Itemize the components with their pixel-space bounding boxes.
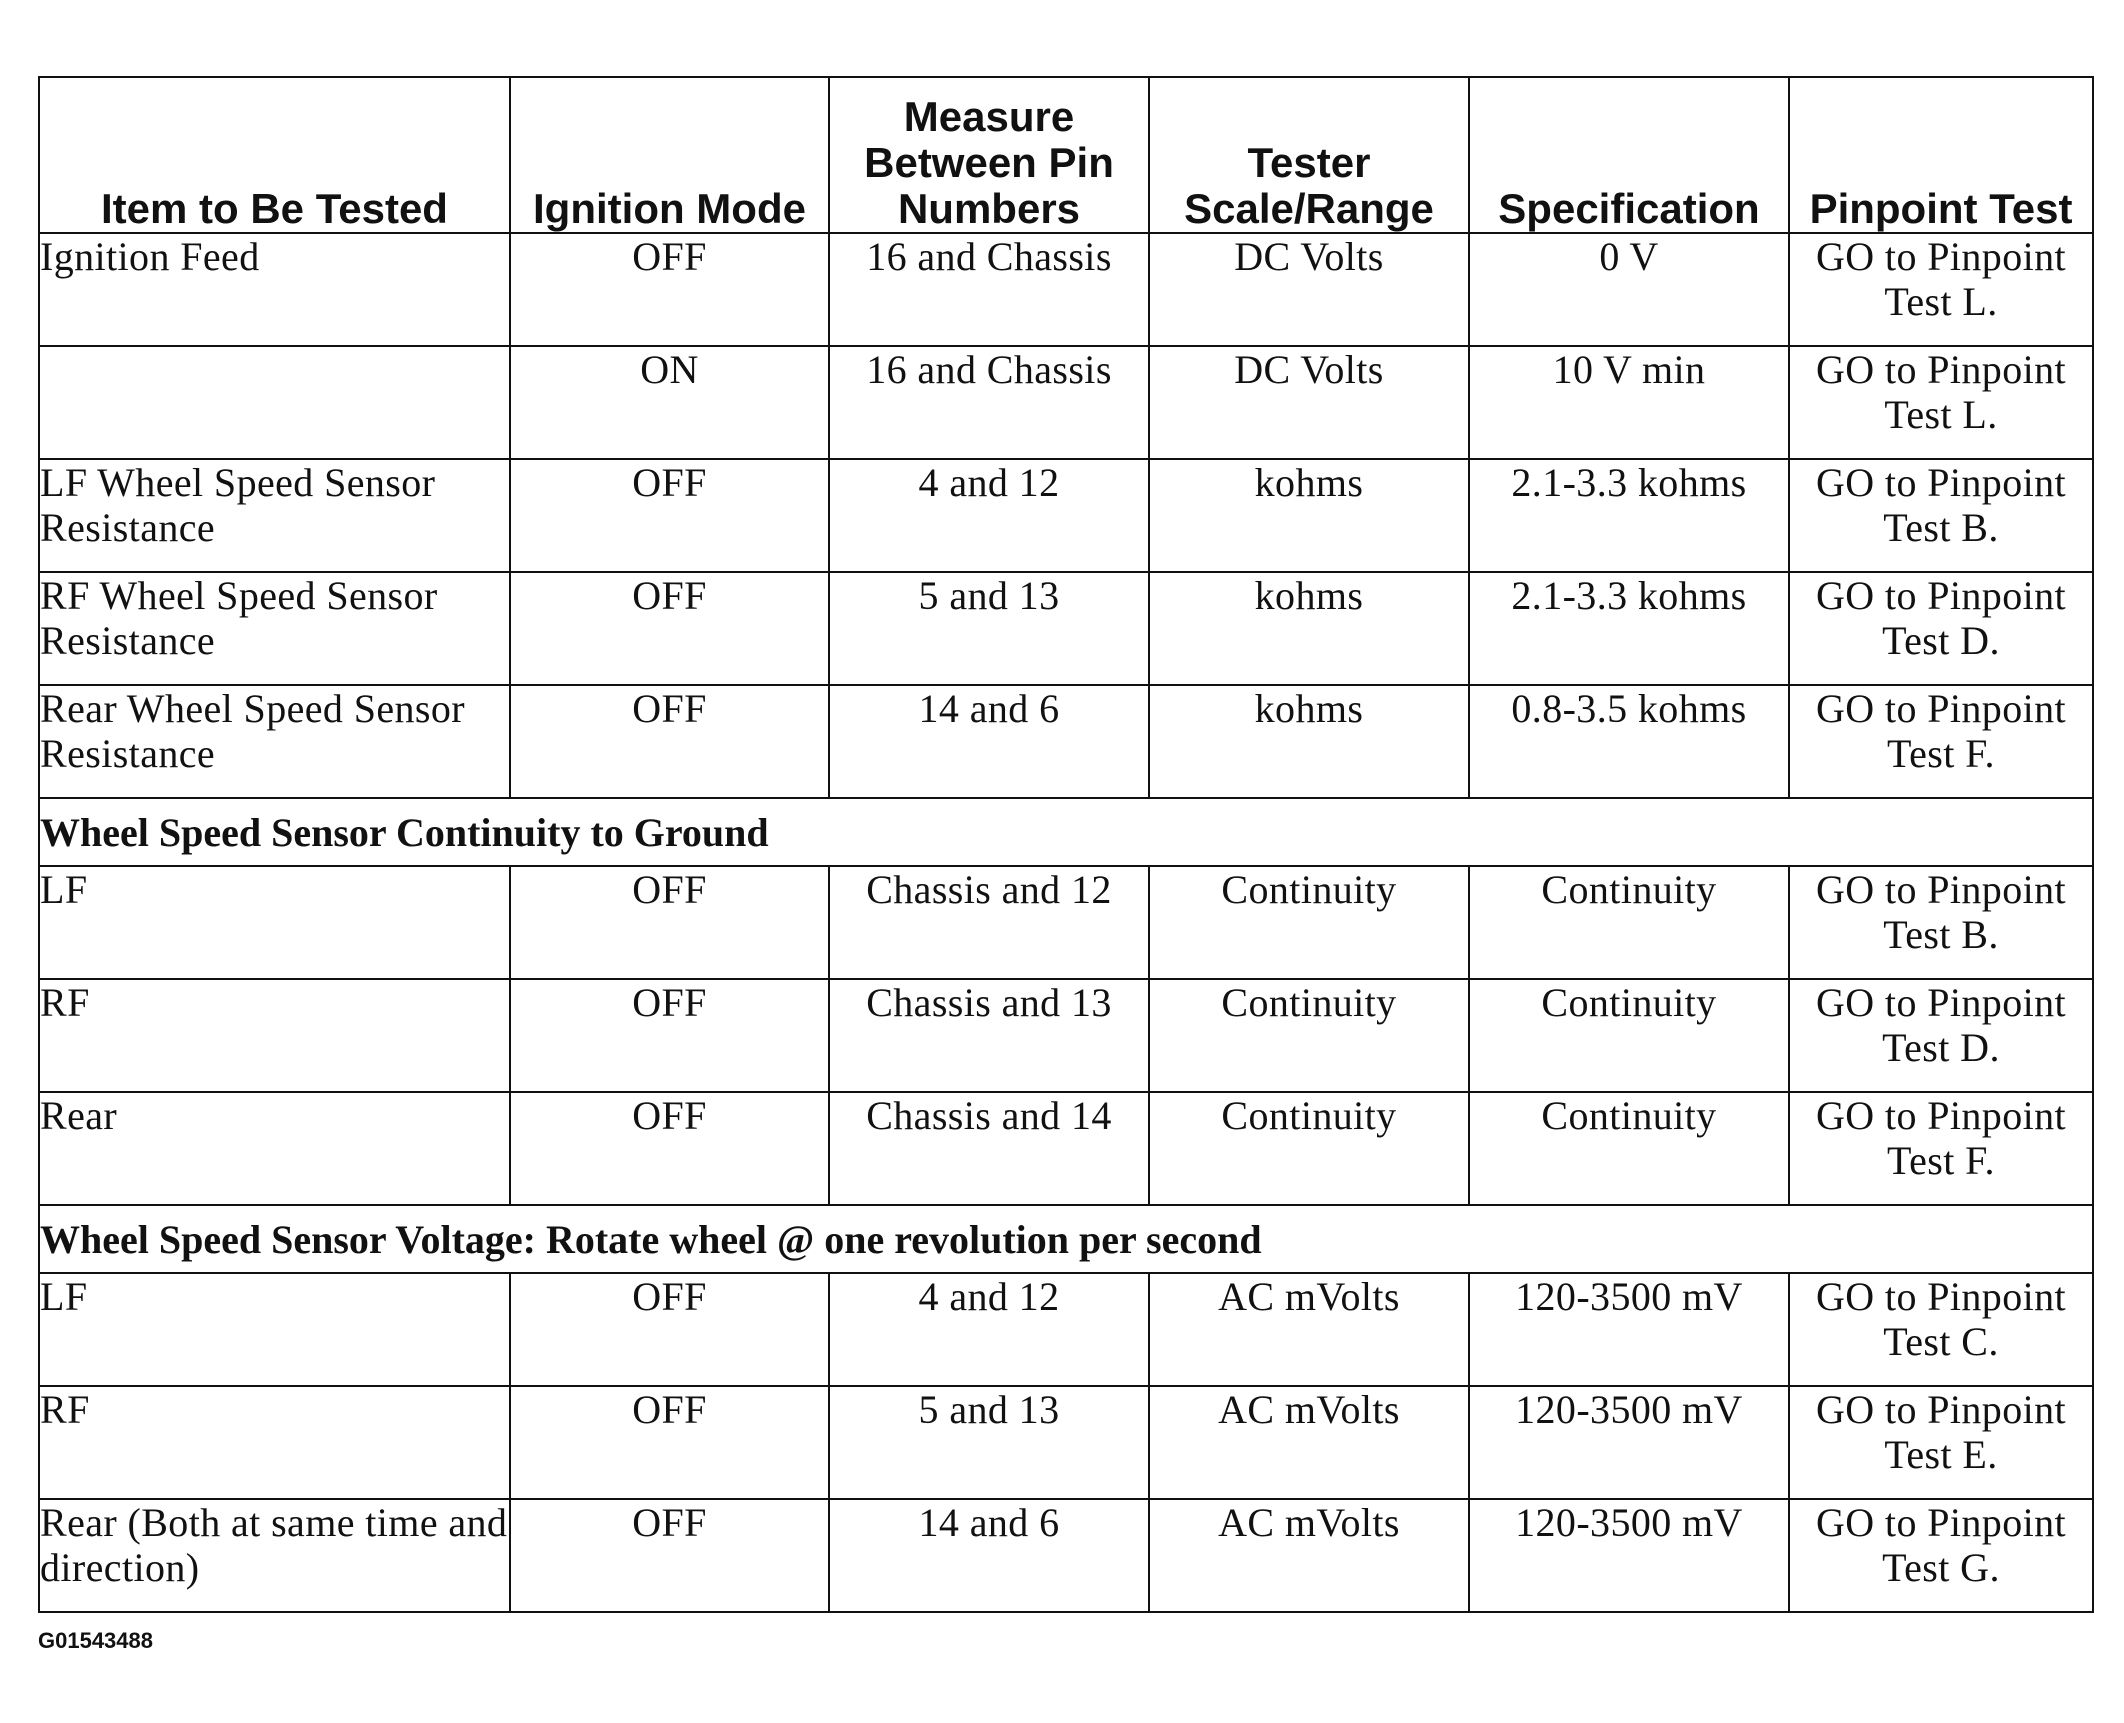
cell-mode: OFF	[510, 979, 829, 1092]
cell-spec: Continuity	[1469, 866, 1789, 979]
cell-pinpoint: GO to Pinpoint Test G.	[1789, 1499, 2093, 1612]
cell-pins: 16 and Chassis	[829, 233, 1149, 346]
cell-pinpoint: GO to Pinpoint Test B.	[1789, 459, 2093, 572]
figure-id: G01543488	[38, 1628, 153, 1653]
cell-item: Rear	[39, 1092, 510, 1205]
spec-table	[38, 76, 2094, 1613]
cell-item: Rear Wheel Speed Sensor Resistance	[39, 685, 510, 798]
cell-spec: 0 V	[1469, 233, 1789, 346]
cell-range: AC mVolts	[1149, 1386, 1469, 1499]
table-row	[39, 346, 2093, 459]
table-row	[39, 979, 2093, 1092]
cell-mode: OFF	[510, 1092, 829, 1205]
cell-pins: 14 and 6	[829, 1499, 1149, 1612]
cell-range: DC Volts	[1149, 233, 1469, 346]
section-title-continuity: Wheel Speed Sensor Continuity to Ground	[39, 798, 2093, 866]
table-row	[39, 1273, 2093, 1386]
cell-item: LF Wheel Speed Sensor Resistance	[39, 459, 510, 572]
cell-mode: OFF	[510, 233, 829, 346]
cell-mode: OFF	[510, 685, 829, 798]
cell-pins: Chassis and 12	[829, 866, 1149, 979]
header-tester-range: Tester Scale/Range	[1149, 77, 1469, 233]
cell-spec: Continuity	[1469, 979, 1789, 1092]
cell-range: kohms	[1149, 459, 1469, 572]
header-pinpoint-test: Pinpoint Test	[1789, 77, 2093, 233]
table-row	[39, 866, 2093, 979]
cell-mode: OFF	[510, 1386, 829, 1499]
cell-pins: 5 and 13	[829, 572, 1149, 685]
cell-pins: 16 and Chassis	[829, 346, 1149, 459]
cell-pins: 4 and 12	[829, 459, 1149, 572]
cell-range: kohms	[1149, 685, 1469, 798]
cell-spec: 120-3500 mV	[1469, 1386, 1789, 1499]
cell-pinpoint: GO to Pinpoint Test C.	[1789, 1273, 2093, 1386]
cell-pinpoint: GO to Pinpoint Test B.	[1789, 866, 2093, 979]
cell-mode: OFF	[510, 866, 829, 979]
table-row	[39, 1092, 2093, 1205]
cell-range: DC Volts	[1149, 346, 1469, 459]
cell-pinpoint: GO to Pinpoint Test F.	[1789, 685, 2093, 798]
cell-mode: OFF	[510, 1499, 829, 1612]
section-title-voltage: Wheel Speed Sensor Voltage: Rotate wheel @ one revolution per second	[39, 1205, 2093, 1273]
cell-item	[39, 346, 510, 459]
cell-item: LF	[39, 866, 510, 979]
section-row	[39, 798, 2093, 866]
cell-pins: Chassis and 13	[829, 979, 1149, 1092]
cell-spec: 120-3500 mV	[1469, 1273, 1789, 1386]
cell-pins: 14 and 6	[829, 685, 1149, 798]
cell-spec: Continuity	[1469, 1092, 1789, 1205]
cell-range: Continuity	[1149, 979, 1469, 1092]
table-row	[39, 459, 2093, 572]
cell-mode: OFF	[510, 1273, 829, 1386]
header-ignition-mode: Ignition Mode	[510, 77, 829, 233]
cell-pins: Chassis and 14	[829, 1092, 1149, 1205]
cell-spec: 2.1-3.3 kohms	[1469, 459, 1789, 572]
header-specification: Specification	[1469, 77, 1789, 233]
cell-item: Rear (Both at same time and direction)	[39, 1499, 510, 1612]
header-item: Item to Be Tested	[39, 77, 510, 233]
cell-pinpoint: GO to Pinpoint Test L.	[1789, 233, 2093, 346]
cell-item: LF	[39, 1273, 510, 1386]
cell-mode: ON	[510, 346, 829, 459]
cell-pinpoint: GO to Pinpoint Test D.	[1789, 979, 2093, 1092]
cell-range: kohms	[1149, 572, 1469, 685]
cell-pins: 4 and 12	[829, 1273, 1149, 1386]
section-row	[39, 1205, 2093, 1273]
table-row	[39, 233, 2093, 346]
cell-item: RF Wheel Speed Sensor Resistance	[39, 572, 510, 685]
table-row	[39, 685, 2093, 798]
cell-range: AC mVolts	[1149, 1273, 1469, 1386]
cell-mode: OFF	[510, 572, 829, 685]
cell-range: Continuity	[1149, 866, 1469, 979]
cell-pinpoint: GO to Pinpoint Test E.	[1789, 1386, 2093, 1499]
cell-item: Ignition Feed	[39, 233, 510, 346]
cell-item: RF	[39, 1386, 510, 1499]
cell-pins: 5 and 13	[829, 1386, 1149, 1499]
cell-spec: 10 V min	[1469, 346, 1789, 459]
cell-pinpoint: GO to Pinpoint Test D.	[1789, 572, 2093, 685]
header-row	[39, 77, 2093, 233]
table-row	[39, 1386, 2093, 1499]
cell-range: AC mVolts	[1149, 1499, 1469, 1612]
cell-range: Continuity	[1149, 1092, 1469, 1205]
cell-spec: 120-3500 mV	[1469, 1499, 1789, 1612]
cell-pinpoint: GO to Pinpoint Test L.	[1789, 346, 2093, 459]
header-measure-pins: Measure Between Pin Numbers	[829, 77, 1149, 233]
cell-pinpoint: GO to Pinpoint Test F.	[1789, 1092, 2093, 1205]
cell-item: RF	[39, 979, 510, 1092]
table-row	[39, 1499, 2093, 1612]
cell-spec: 0.8-3.5 kohms	[1469, 685, 1789, 798]
cell-spec: 2.1-3.3 kohms	[1469, 572, 1789, 685]
cell-mode: OFF	[510, 459, 829, 572]
table-row	[39, 572, 2093, 685]
